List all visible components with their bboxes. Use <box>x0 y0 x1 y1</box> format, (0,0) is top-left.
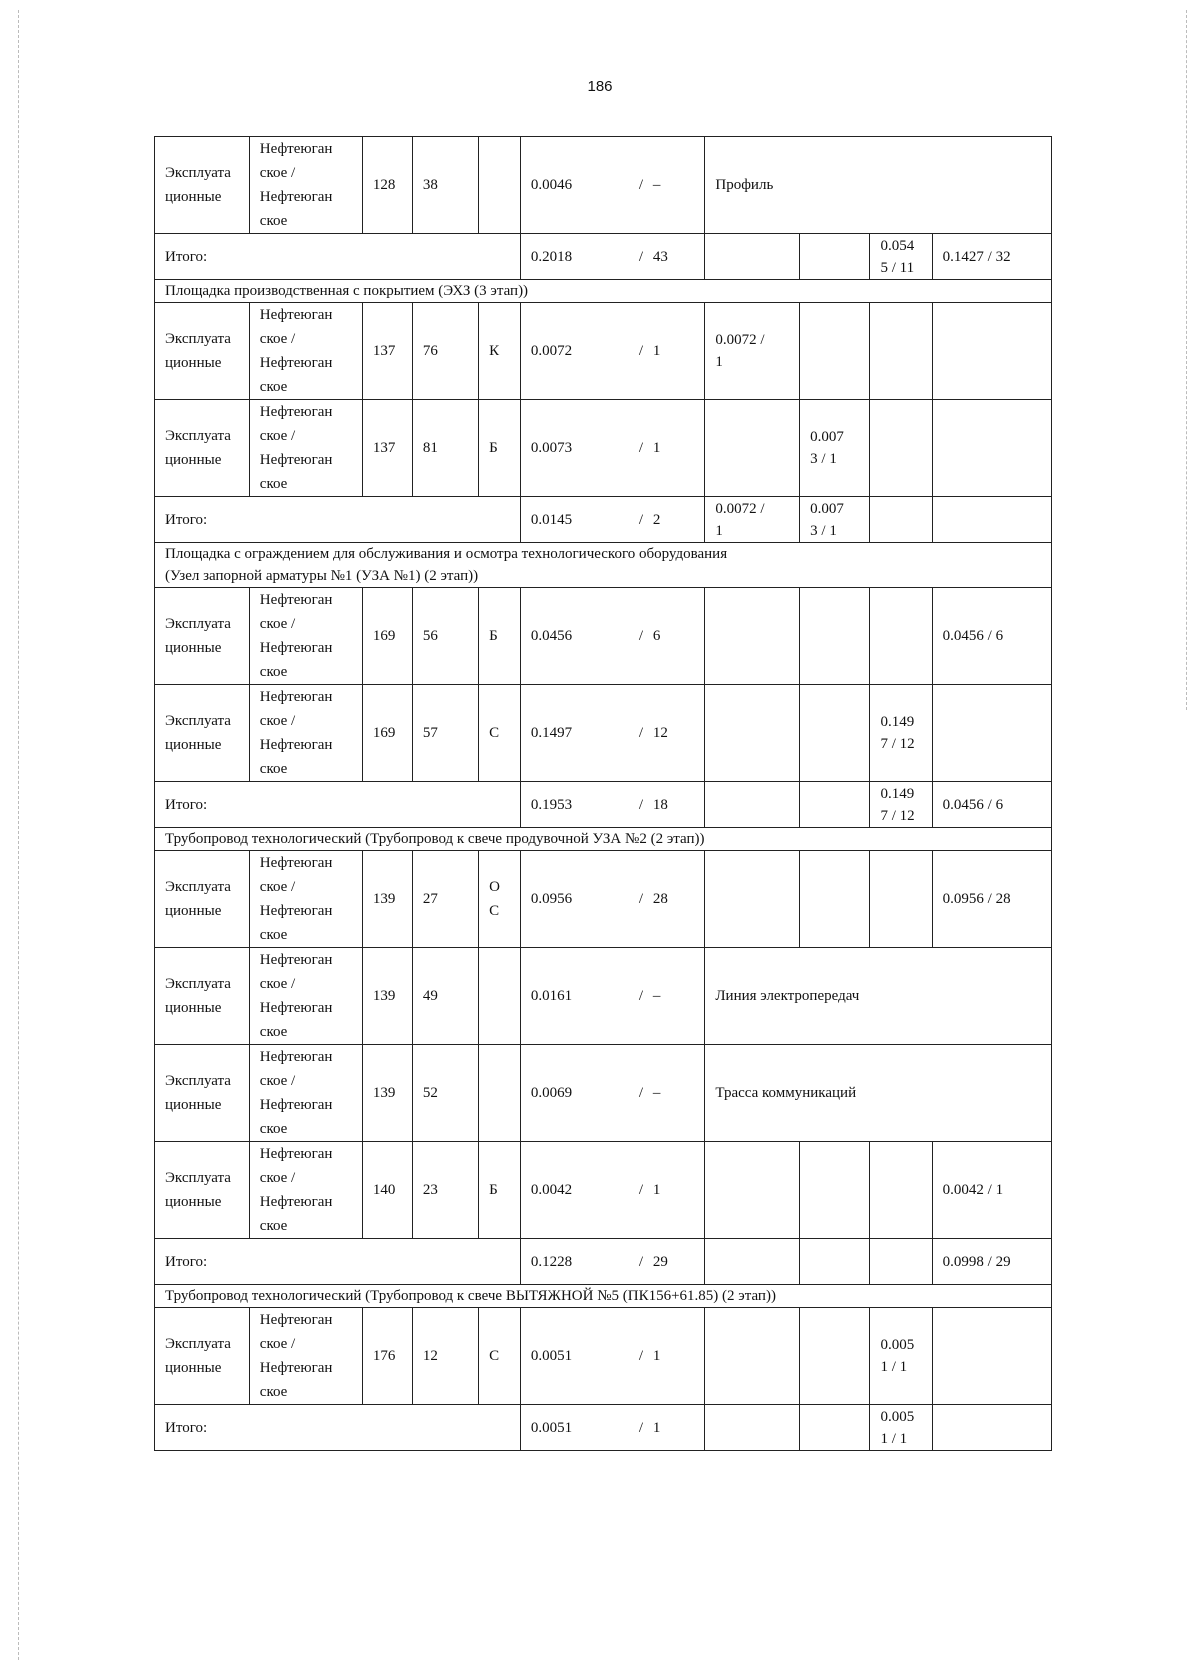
area-separator: / <box>638 628 644 644</box>
total-col-c-text: 0.005 1 / 1 <box>880 1408 915 1447</box>
area-cell <box>520 137 704 234</box>
table-row <box>155 588 1052 685</box>
area-count: 12 <box>652 725 668 741</box>
quarter-number-cell: 140 <box>362 1142 412 1239</box>
land-plot-table <box>154 136 1052 1451</box>
col-a-cell <box>705 400 800 497</box>
area-count: 1 <box>652 1419 661 1436</box>
col-d-cell <box>932 303 1051 400</box>
table-row <box>155 948 1052 1045</box>
total-col-d-text: 0.0998 / 29 <box>942 1253 1011 1270</box>
plot-number-cell: 57 <box>412 685 478 782</box>
municipality-cell-text: Нефтеюган ское / Нефтеюган ское <box>259 1049 333 1137</box>
total-col-c-text: 0.149 7 / 12 <box>880 785 915 824</box>
area-cell <box>520 1239 704 1285</box>
col-d-cell <box>932 1142 1051 1239</box>
col-c-cell <box>870 851 932 948</box>
municipality-cell-text: Нефтеюган ское / Нефтеюган ское <box>259 689 333 777</box>
table-row <box>155 303 1052 400</box>
col-c-cell <box>870 588 932 685</box>
total-col-a <box>705 497 800 543</box>
note-cell: Трасса коммуникаций <box>705 1045 1052 1142</box>
note-cell: Профиль <box>705 137 1052 234</box>
total-col-d <box>932 1405 1051 1451</box>
total-row <box>155 497 1052 543</box>
quarter-number-cell: 169 <box>362 685 412 782</box>
area-cell <box>520 497 704 543</box>
total-label: Итого: <box>155 234 521 280</box>
category-cell-text: Эксплуата ционные <box>165 713 231 753</box>
category-letter-cell-text: О С <box>489 879 500 919</box>
col-c-cell <box>870 685 932 782</box>
total-col-b <box>800 234 870 280</box>
col-c-cell-text: 0.149 7 / 12 <box>880 714 915 752</box>
category-cell <box>155 1142 250 1239</box>
municipality-cell-text: Нефтеюган ское / Нефтеюган ское <box>259 855 333 943</box>
section-title <box>155 1285 1052 1308</box>
area-count: 29 <box>652 1253 668 1270</box>
total-col-b <box>800 1239 870 1285</box>
table-row <box>155 685 1052 782</box>
section-title-text: Трубопровод технологический (Трубопровод к свече ВЫТЯЖНОЙ №5 (ПК156+61.85) (2 этап)) <box>165 1288 776 1304</box>
total-col-c <box>870 1239 932 1285</box>
area-cell <box>520 685 704 782</box>
col-c-cell <box>870 303 932 400</box>
category-cell-text: Эксплуата ционные <box>165 331 231 371</box>
total-col-a <box>705 782 800 828</box>
section-header-row <box>155 543 1052 588</box>
col-a-cell <box>705 303 800 400</box>
section-title <box>155 280 1052 303</box>
area-cell <box>520 782 704 828</box>
area-cell <box>520 1045 704 1142</box>
total-col-c <box>870 234 932 280</box>
quarter-number-cell: 169 <box>362 588 412 685</box>
col-b-cell <box>800 303 870 400</box>
area-value: 0.0073 <box>530 440 573 456</box>
area-separator: / <box>638 511 644 528</box>
municipality-cell <box>249 400 362 497</box>
quarter-number-cell: 128 <box>362 137 412 234</box>
area-value: 0.0161 <box>530 988 573 1004</box>
municipality-cell-text: Нефтеюган ское / Нефтеюган ское <box>259 404 333 492</box>
plot-number-cell: 12 <box>412 1308 478 1405</box>
total-col-b <box>800 497 870 543</box>
area-count: 43 <box>652 248 668 265</box>
area-value: 0.1228 <box>530 1253 573 1270</box>
area-value: 0.0145 <box>530 511 573 528</box>
total-col-b <box>800 1405 870 1451</box>
area-count: – <box>652 988 661 1004</box>
category-cell-text: Эксплуата ционные <box>165 976 231 1016</box>
plot-number-cell: 27 <box>412 851 478 948</box>
total-col-d-text: 0.0456 / 6 <box>942 796 1004 813</box>
category-letter-cell-text: С <box>489 1348 500 1364</box>
col-d-cell-text: 0.0956 / 28 <box>942 891 1011 907</box>
col-d-cell-text: 0.0042 / 1 <box>942 1182 1004 1198</box>
area-separator: / <box>638 796 644 813</box>
total-col-d <box>932 497 1051 543</box>
area-cell <box>520 1142 704 1239</box>
col-c-cell <box>870 1142 932 1239</box>
area-value: 0.1953 <box>530 796 573 813</box>
category-letter-cell-text: Б <box>489 440 498 456</box>
col-b-cell <box>800 400 870 497</box>
scan-edge-right <box>1186 10 1187 710</box>
municipality-cell-text: Нефтеюган ское / Нефтеюган ское <box>259 592 333 680</box>
area-cell <box>520 303 704 400</box>
col-d-cell <box>932 851 1051 948</box>
col-b-cell <box>800 851 870 948</box>
area-separator: / <box>638 343 644 359</box>
note-cell: Линия электропередач <box>705 948 1052 1045</box>
area-value: 0.1497 <box>530 725 573 741</box>
quarter-number-cell: 139 <box>362 1045 412 1142</box>
category-letter-cell <box>479 948 521 1045</box>
category-letter-cell-text: Б <box>489 628 498 644</box>
total-label: Итого: <box>155 497 521 543</box>
total-row <box>155 1405 1052 1451</box>
municipality-cell <box>249 1045 362 1142</box>
total-col-c-text: 0.054 5 / 11 <box>880 237 915 276</box>
quarter-number-cell: 139 <box>362 948 412 1045</box>
area-separator: / <box>638 891 644 907</box>
table-row <box>155 1142 1052 1239</box>
section-title-text: Трубопровод технологический (Трубопровод к свече продувочной УЗА №2 (2 этап)) <box>165 831 705 847</box>
quarter-number-cell: 137 <box>362 400 412 497</box>
category-cell <box>155 1308 250 1405</box>
municipality-cell <box>249 1308 362 1405</box>
category-letter-cell <box>479 137 521 234</box>
municipality-cell <box>249 851 362 948</box>
municipality-cell-text: Нефтеюган ское / Нефтеюган ское <box>259 952 333 1040</box>
plot-number-cell: 38 <box>412 137 478 234</box>
total-label: Итого: <box>155 782 521 828</box>
section-title-text: Площадка производственная с покрытием (ЭХЗ (3 этап)) <box>165 283 529 299</box>
area-count: 6 <box>652 628 661 644</box>
total-label: Итого: <box>155 1239 521 1285</box>
total-row <box>155 782 1052 828</box>
category-cell-text: Эксплуата ционные <box>165 165 231 205</box>
area-count: 1 <box>652 343 661 359</box>
category-cell <box>155 137 250 234</box>
total-col-d <box>932 782 1051 828</box>
section-header-row <box>155 828 1052 851</box>
section-title <box>155 828 1052 851</box>
area-separator: / <box>638 248 644 265</box>
section-title <box>155 543 1052 588</box>
category-cell <box>155 948 250 1045</box>
category-cell <box>155 851 250 948</box>
municipality-cell <box>249 1142 362 1239</box>
municipality-cell-text: Нефтеюган ское / Нефтеюган ское <box>259 307 333 395</box>
col-a-cell <box>705 851 800 948</box>
area-count: 28 <box>652 891 668 907</box>
category-letter-cell <box>479 588 521 685</box>
category-letter-cell <box>479 303 521 400</box>
page-number: 186 <box>587 78 613 95</box>
table-row <box>155 1308 1052 1405</box>
total-col-a <box>705 1405 800 1451</box>
quarter-number-cell: 139 <box>362 851 412 948</box>
col-a-cell <box>705 1142 800 1239</box>
scan-edge-left <box>18 10 19 1660</box>
category-cell <box>155 400 250 497</box>
area-value: 0.0051 <box>530 1348 573 1364</box>
area-separator: / <box>638 1419 644 1436</box>
total-col-d <box>932 234 1051 280</box>
municipality-cell <box>249 948 362 1045</box>
area-count: 18 <box>652 796 668 813</box>
area-cell <box>520 851 704 948</box>
plot-number-cell: 49 <box>412 948 478 1045</box>
area-count: 2 <box>652 511 661 528</box>
col-b-cell <box>800 685 870 782</box>
section-header-row <box>155 280 1052 303</box>
area-cell <box>520 400 704 497</box>
col-b-cell <box>800 1308 870 1405</box>
total-row <box>155 1239 1052 1285</box>
quarter-number-cell: 137 <box>362 303 412 400</box>
category-letter-cell-text: К <box>489 343 500 359</box>
plot-number-cell: 81 <box>412 400 478 497</box>
total-col-b <box>800 782 870 828</box>
total-col-c <box>870 497 932 543</box>
category-cell-text: Эксплуата ционные <box>165 879 231 919</box>
municipality-cell <box>249 137 362 234</box>
col-b-cell <box>800 1142 870 1239</box>
total-col-c <box>870 1405 932 1451</box>
section-header-row <box>155 1285 1052 1308</box>
area-value: 0.0046 <box>530 177 573 193</box>
area-count: 1 <box>652 1182 661 1198</box>
area-value: 0.0051 <box>530 1419 573 1436</box>
municipality-cell <box>249 685 362 782</box>
col-c-cell <box>870 400 932 497</box>
area-value: 0.0042 <box>530 1182 573 1198</box>
area-count: – <box>652 1085 661 1101</box>
area-cell <box>520 1405 704 1451</box>
total-col-b-text: 0.007 3 / 1 <box>810 500 844 539</box>
municipality-cell-text: Нефтеюган ское / Нефтеюган ское <box>259 141 333 229</box>
category-cell <box>155 303 250 400</box>
plot-number-cell: 56 <box>412 588 478 685</box>
category-cell-text: Эксплуата ционные <box>165 1073 231 1113</box>
category-cell-text: Эксплуата ционные <box>165 1170 231 1210</box>
municipality-cell-text: Нефтеюган ское / Нефтеюган ское <box>259 1146 333 1234</box>
table-body <box>155 137 1052 1451</box>
total-col-a <box>705 234 800 280</box>
col-d-cell <box>932 400 1051 497</box>
total-col-d-text: 0.1427 / 32 <box>942 248 1011 265</box>
area-separator: / <box>638 988 644 1004</box>
municipality-cell <box>249 588 362 685</box>
col-a-cell-text: 0.0072 / 1 <box>715 332 765 370</box>
category-letter-cell <box>479 851 521 948</box>
area-value: 0.0456 <box>530 628 573 644</box>
category-letter-cell <box>479 1142 521 1239</box>
category-letter-cell <box>479 685 521 782</box>
plot-number-cell: 23 <box>412 1142 478 1239</box>
plot-number-cell: 52 <box>412 1045 478 1142</box>
total-col-d <box>932 1239 1051 1285</box>
col-c-cell <box>870 1308 932 1405</box>
area-separator: / <box>638 1085 644 1101</box>
col-a-cell <box>705 588 800 685</box>
category-cell-text: Эксплуата ционные <box>165 616 231 656</box>
col-d-cell-text: 0.0456 / 6 <box>942 628 1004 644</box>
category-cell <box>155 588 250 685</box>
plot-number-cell: 76 <box>412 303 478 400</box>
area-separator: / <box>638 1348 644 1364</box>
category-cell-text: Эксплуата ционные <box>165 1336 231 1376</box>
total-col-a <box>705 1239 800 1285</box>
category-letter-cell <box>479 1308 521 1405</box>
area-value: 0.0072 <box>530 343 573 359</box>
table-row <box>155 137 1052 234</box>
municipality-cell <box>249 303 362 400</box>
col-b-cell-text: 0.007 3 / 1 <box>810 429 844 467</box>
category-letter-cell-text: Б <box>489 1182 498 1198</box>
category-cell <box>155 685 250 782</box>
area-value: 0.2018 <box>530 248 573 265</box>
area-count: 1 <box>652 1348 661 1364</box>
area-separator: / <box>638 1253 644 1270</box>
col-d-cell <box>932 588 1051 685</box>
area-cell <box>520 234 704 280</box>
table-row <box>155 1045 1052 1142</box>
table-row <box>155 851 1052 948</box>
area-separator: / <box>638 177 644 193</box>
table-row <box>155 400 1052 497</box>
area-cell <box>520 1308 704 1405</box>
col-d-cell <box>932 685 1051 782</box>
col-b-cell <box>800 588 870 685</box>
col-a-cell <box>705 685 800 782</box>
area-count: 1 <box>652 440 661 456</box>
area-separator: / <box>638 440 644 456</box>
total-row <box>155 234 1052 280</box>
category-letter-cell-text: С <box>489 725 500 741</box>
municipality-cell-text: Нефтеюган ское / Нефтеюган ское <box>259 1312 333 1400</box>
area-separator: / <box>638 1182 644 1198</box>
total-label: Итого: <box>155 1405 521 1451</box>
category-cell-text: Эксплуата ционные <box>165 428 231 468</box>
quarter-number-cell: 176 <box>362 1308 412 1405</box>
total-col-a-text: 0.0072 / 1 <box>715 500 765 539</box>
area-value: 0.0069 <box>530 1085 573 1101</box>
total-col-c <box>870 782 932 828</box>
category-cell <box>155 1045 250 1142</box>
area-count: – <box>652 177 661 193</box>
area-separator: / <box>638 725 644 741</box>
col-a-cell <box>705 1308 800 1405</box>
col-d-cell <box>932 1308 1051 1405</box>
area-cell <box>520 588 704 685</box>
area-value: 0.0956 <box>530 891 573 907</box>
col-c-cell-text: 0.005 1 / 1 <box>880 1337 915 1375</box>
category-letter-cell <box>479 1045 521 1142</box>
category-letter-cell <box>479 400 521 497</box>
area-cell <box>520 948 704 1045</box>
section-title-text: Площадка с ограждением для обслуживания и осмотра технологического оборудования (Узел запорной арматуры №1 (УЗА №1) (2 этап)) <box>165 546 728 584</box>
